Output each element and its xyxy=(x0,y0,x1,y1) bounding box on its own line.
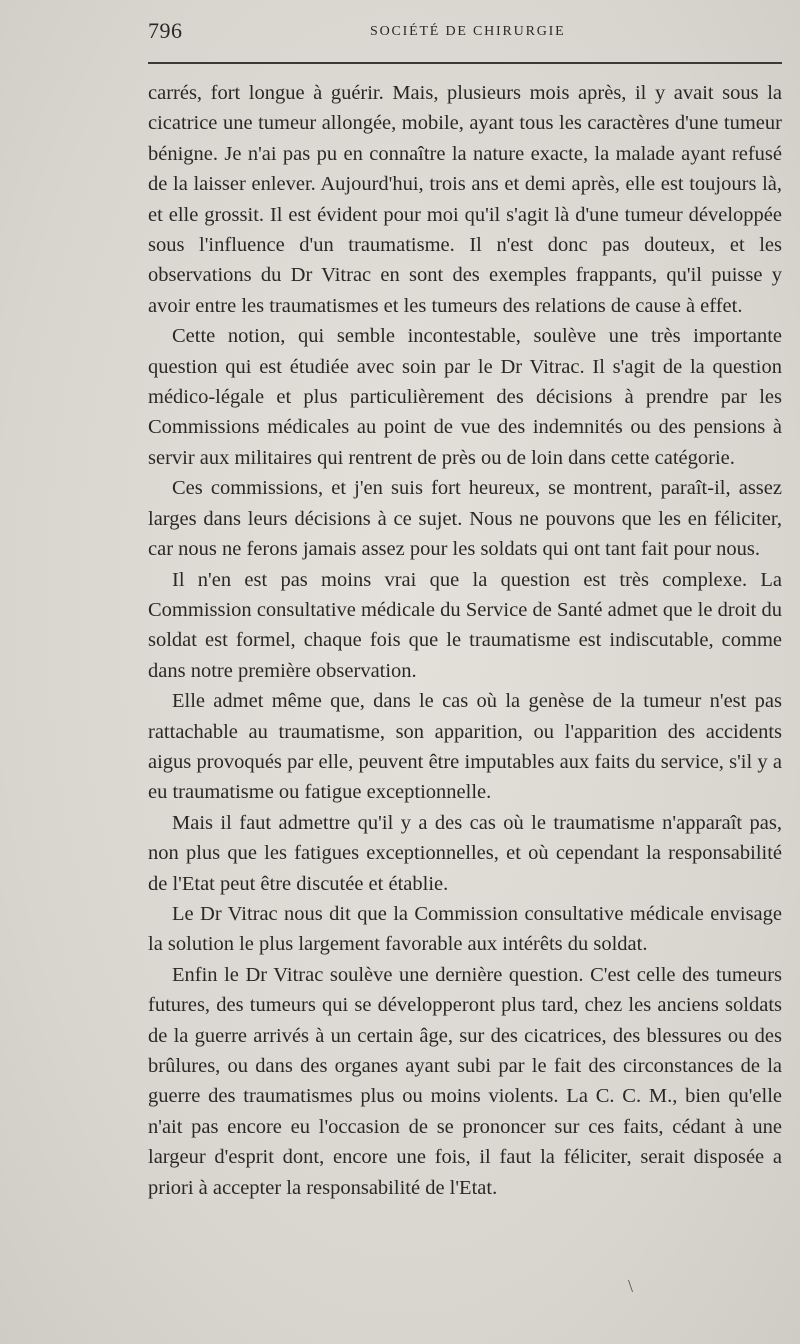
paragraph-7: Le Dr Vitrac nous dit que la Commission consultative médicale envisage la solution le plus largement favorable aux intérêts du soldat. xyxy=(148,902,782,956)
paragraph-8: Enfin le Dr Vitrac soulève une dernière question. C'est celle des tumeurs futures, des tumeurs qui se développeront plus tard, chez les anciens soldats de la guerre arrivés à un certain âge, sur des cicatrices, des blessures ou des brûlures, ou dans des organes ayant subi par le fait des circonstances de la guerre des traumatismes plus ou moins violents. La C. C. M., bien qu'elle n'ait pas encore eu l'occasion de se prononcer sur ces faits, cédant à une largeur d'esprit dont, encore une fois, il faut la féliciter, serait disposée a priori à accepter la responsabilité de l'Etat. xyxy=(148,963,782,1199)
paragraph-4: Il n'en est pas moins vrai que la question est très complexe. La Commission consultative médicale du Service de Santé admet que le droit du soldat est formel, chaque fois que le traumatisme est indiscutable, comme dans notre première observation. xyxy=(148,568,782,682)
page-number: 796 xyxy=(148,18,183,43)
page-header xyxy=(148,18,784,48)
header-rule xyxy=(148,62,782,64)
paragraph-1: carrés, fort longue à guérir. Mais, plusieurs mois après, il y avait sous la cicatrice une tumeur allongée, mobile, ayant tous les caractères d'une tumeur bénigne. Je n'ai pas pu en connaître la nature exacte, la malade ayant refusé de la laisser enlever. Aujourd'hui, trois ans et demi après, elle est toujours là, et elle grossit. Il est évident pour moi qu'il s'agit là d'une tumeur développée sous l'influence d'un traumatisme. Il n'est donc pas douteux, et les observations du Dr Vitrac en sont des exemples frappants, qu'il puisse y avoir entre les traumatismes et les tumeurs des relations de cause à effet. xyxy=(148,82,782,317)
paragraph-5: Elle admet même que, dans le cas où la genèse de la tumeur n'est pas rattachable au traumatisme, son apparition, ou l'apparition des accidents aigus provoqués par elle, peuvent être imputables aux faits du service, s'il y a eu traumatisme ou fatigue exceptionnelle. xyxy=(148,690,782,804)
stray-mark: \ xyxy=(628,1276,634,1296)
paragraph-3: Ces commissions, et j'en suis fort heureux, se montrent, paraît-il, assez larges dans leurs décisions à ce sujet. Nous ne pouvons que les en féliciter, car nous ne ferons jamais assez pour les soldats qui ont tant fait pour nous. xyxy=(148,477,782,561)
running-head: SOCIÉTÉ DE CHIRURGIE xyxy=(370,24,566,39)
paragraph-2: Cette notion, qui semble incontestable, soulève une très importante question qui est étudiée avec soin par le Dr Vitrac. Il s'agit de la question médico-légale et plus particulièrement des décisions à prendre par les Commissions médicales au point de vue des indemnités ou des pensions à servir aux militaires qui rentrent de près ou de loin dans cette catégorie. xyxy=(148,325,782,469)
body-text xyxy=(148,78,782,1203)
paragraph-6: Mais il faut admettre qu'il y a des cas où le traumatisme n'apparaît pas, non plus que les fatigues exceptionnelles, et où cependant la responsabilité de l'Etat peut être discutée et établie. xyxy=(148,811,782,895)
